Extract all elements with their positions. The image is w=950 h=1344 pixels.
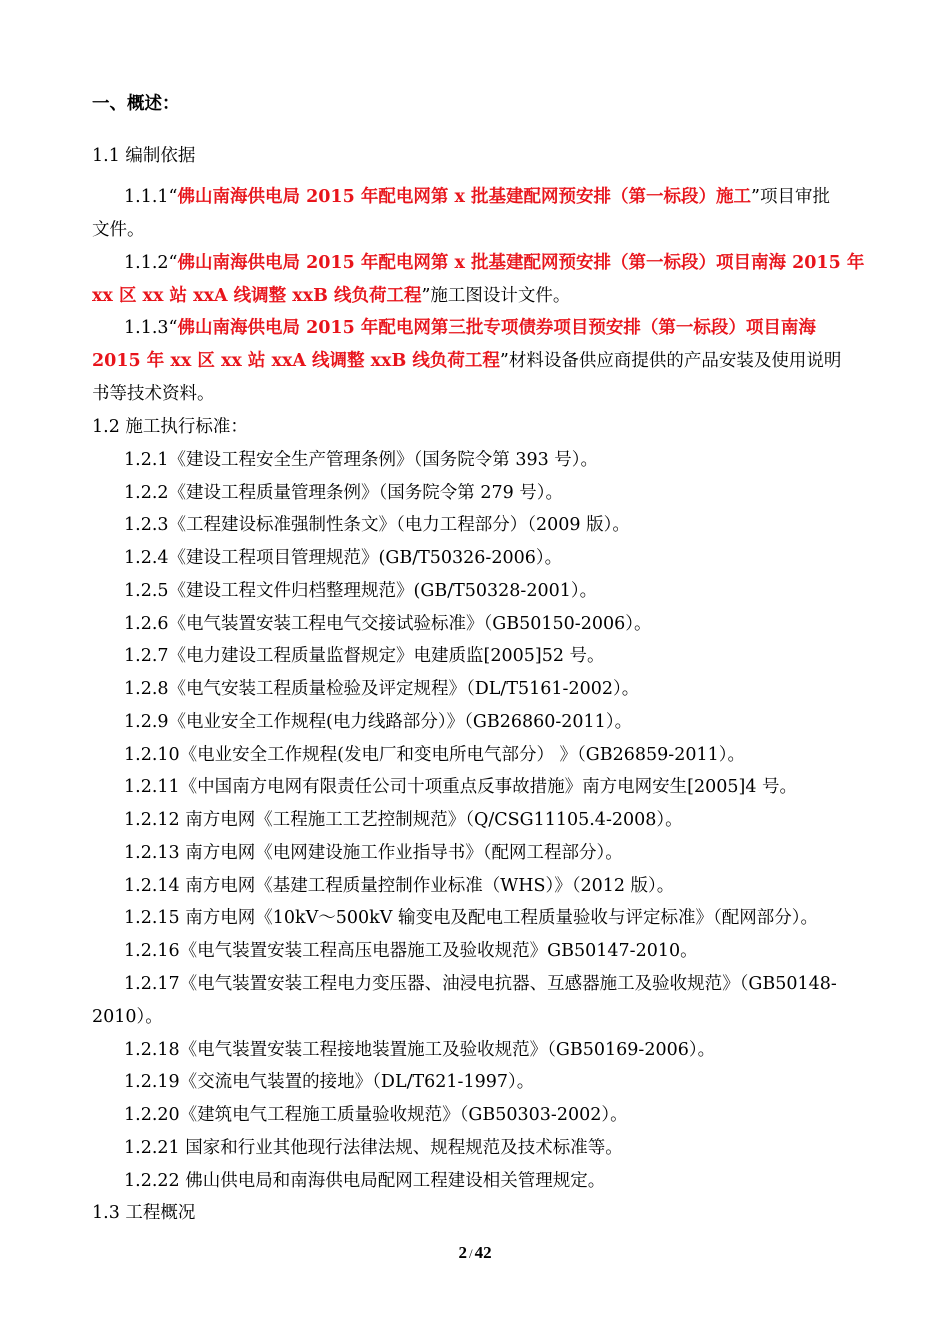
highlighted-project-name: 佛山南海供电局 2015 年配电网第三批专项债券项目预安排（第一标段）项目南海: [177, 318, 816, 338]
standard-item: 1.2.16《电气装置安装工程高压电器施工及验收规范》GB50147-2010。: [124, 941, 698, 961]
clause-number: 1.1.2: [124, 253, 169, 273]
standard-item: 1.2.11《中国南方电网有限责任公司十项重点反事故措施》南方电网安生[2005]4 号。: [124, 777, 798, 797]
standard-item: 1.2.13 南方电网《电网建设施工作业指导书》（配网工程部分）。: [124, 843, 623, 863]
standard-item: 1.2.6《电气装置安装工程电气交接试验标准》（GB50150-2006）。: [124, 614, 652, 634]
clause-1-1-3-continuation-2: 书等技术资料。: [92, 384, 215, 404]
standard-item: 1.2.2《建设工程质量管理条例》（国务院令第 279 号）。: [124, 483, 564, 503]
standard-item: 1.2.10《电业安全工作规程(发电厂和变电所电气部分） 》（GB26859-2011）。: [124, 745, 746, 765]
page-separator: /: [468, 1246, 473, 1261]
standard-item: 1.2.1《建设工程安全生产管理条例》（国务院令第 393 号）。: [124, 450, 599, 470]
standard-item: 1.2.20《建筑电气工程施工质量验收规范》（GB50303-2002）。: [124, 1105, 628, 1125]
open-quote: “: [168, 318, 178, 338]
clause-tail: ”材料设备供应商提供的产品安装及使用说明: [499, 351, 842, 371]
page-number: [0, 1243, 950, 1263]
current-page: 2: [458, 1243, 467, 1262]
clause-1-1-1: [124, 185, 830, 209]
standard-item: 1.2.18《电气装置安装工程接地装置施工及验收规范》（GB50169-2006）。: [124, 1040, 716, 1060]
open-quote: “: [168, 253, 178, 273]
highlighted-project-name-cont: xx 区 xx 站 xxA 线调整 xxB 线负荷工程: [92, 286, 422, 306]
open-quote: “: [168, 187, 178, 207]
standard-item: 1.2.8《电气安装工程质量检验及评定规程》（DL/T5161-2002）。: [124, 679, 640, 699]
standard-item: 1.2.15 南方电网《10kV～500kV 输变电及配电工程质量验收与评定标准》（配网部分）。: [124, 908, 818, 928]
highlighted-project-name-cont: 2015 年 xx 区 xx 站 xxA 线调整 xxB 线负荷工程: [92, 351, 500, 371]
section-1-3-title: 1.3 工程概况: [92, 1203, 196, 1223]
highlighted-project-name: 佛山南海供电局 2015 年配电网第 x 批基建配网预安排（第一标段）施工: [177, 187, 751, 207]
standard-item: 1.2.17《电气装置安装工程电力变压器、油浸电抗器、互感器施工及验收规范》（GB50148-: [124, 974, 837, 994]
standard-item-continuation: 2010）。: [92, 1007, 163, 1027]
clause-number: 1.1.1: [124, 187, 169, 207]
highlighted-project-name: 佛山南海供电局 2015 年配电网第 x 批基建配网预安排（第一标段）项目南海 2015 年: [177, 253, 865, 273]
clause-tail: ”施工图设计文件。: [421, 286, 571, 306]
clause-number: 1.1.3: [124, 318, 169, 338]
section-1-1-title: 1.1 编制依据: [92, 146, 196, 166]
standard-item: 1.2.5《建设工程文件归档整理规范》(GB/T50328-2001）。: [124, 581, 598, 601]
standard-item: 1.2.22 佛山供电局和南海供电局配网工程建设相关管理规定。: [124, 1171, 606, 1191]
clause-1-1-2-continuation: [92, 284, 570, 308]
section-heading: 一、概述：: [92, 94, 180, 114]
standard-item: 1.2.12 南方电网《工程施工工艺控制规范》（Q/CSG11105.4-2008）。: [124, 810, 683, 830]
clause-1-1-3-continuation: [92, 349, 841, 373]
clause-1-1-1-continuation: 文件。: [92, 220, 145, 240]
clause-1-1-3: [124, 316, 816, 340]
standard-item: 1.2.21 国家和行业其他现行法律法规、规程规范及技术标准等。: [124, 1138, 623, 1158]
standard-item: 1.2.19《交流电气装置的接地》（DL/T621-1997）。: [124, 1072, 535, 1092]
total-pages: 42: [474, 1243, 492, 1262]
standard-item: 1.2.14 南方电网《基建工程质量控制作业标准（WHS）》（2012 版）。: [124, 876, 675, 896]
standard-item: 1.2.4《建设工程项目管理规范》(GB/T50326-2006）。: [124, 548, 563, 568]
clause-tail: ”项目审批: [751, 187, 830, 207]
standard-item: 1.2.9《电业安全工作规程(电力线路部分）》（GB26860-2011）。: [124, 712, 633, 732]
clause-1-1-2: [124, 251, 864, 275]
standard-item: 1.2.3《工程建设标准强制性条文》（电力工程部分）（2009 版）。: [124, 515, 630, 535]
section-1-2-title: 1.2 施工执行标准：: [92, 417, 248, 437]
standard-item: 1.2.7《电力建设工程质量监督规定》电建质监[2005]52 号。: [124, 646, 605, 666]
